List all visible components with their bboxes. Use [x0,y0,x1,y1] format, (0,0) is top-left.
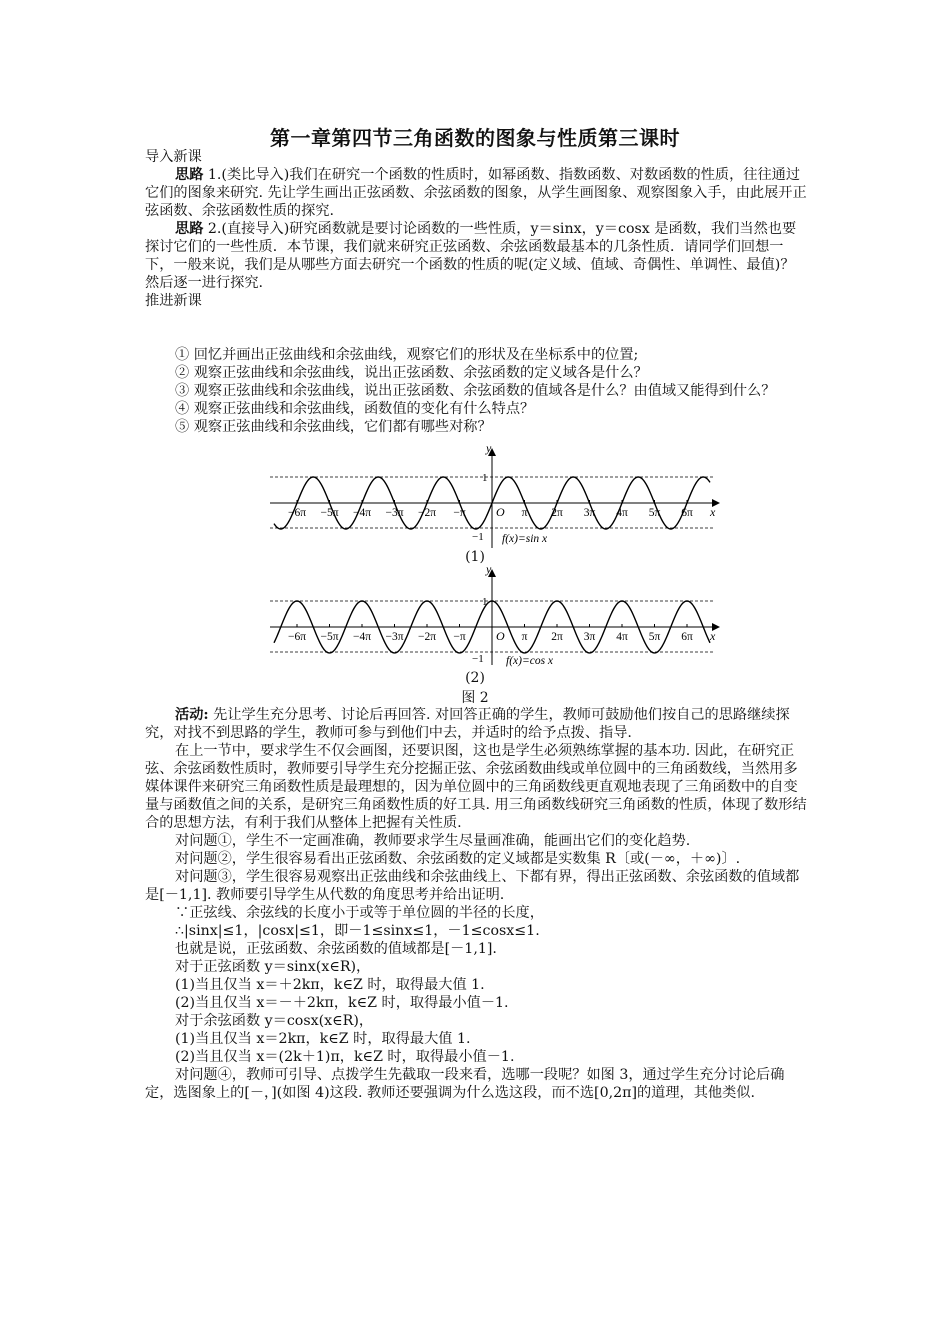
x-tick-label: −3π [385,631,404,643]
graph1-caption: (1) [465,549,485,565]
y-tick-one: 1 [482,472,488,484]
think1-label: 思路 [175,167,204,183]
question-item-4: ④ 观察正弦曲线和余弦曲线，函数值的变化有什么特点？ [175,401,535,417]
x-tick-label: −6π [287,507,307,519]
question-item-2: ② 观察正弦曲线和余弦曲线，说出正弦函数、余弦函数的定义域各是什么？ [175,365,648,381]
sine-max-line: (1)当且仅当 x＝＋2kπ，k∈Z 时，取得最大值 1. [175,977,485,993]
sine-graph [262,440,722,552]
question-item-3: ③ 观察正弦曲线和余弦曲线，说出正弦函数、余弦函数的值域各是什么？由值域又能得到什么？ [175,383,776,399]
paragraph-question4: 对问题④，教师可引导、点拨学生先截取一段来看，选哪一段呢？如图 3，通过学生充分讨论后确定，选图象上的[－，](如图 4)这段. 教师还要强调为什么选这段，而不选[0,2π]的道理，其他类似. [145,1067,785,1101]
cosine-graph [262,561,722,673]
function-label: f(x)=sin x [502,533,548,545]
think2-label: 思路 [175,221,204,237]
x-tick-label: π [521,631,528,643]
graph2-caption: (2) [465,670,485,686]
question-item-5: ⑤ 观察正弦曲线和余弦曲线，它们都有哪些对称？ [175,419,492,435]
cosine-heading: 对于余弦函数 y＝cosx(x∈R)， [175,1013,374,1029]
x-axis-label: x [710,629,716,643]
y-axis-label: y [486,562,492,576]
section-heading-advance: 推进新课 [145,293,202,309]
paragraph-activity [145,706,807,742]
x-tick-label: 4π [616,631,628,643]
y-axis-label: y [486,441,492,455]
section-heading-intro: 导入新课 [145,149,202,165]
y-tick-one: 1 [482,596,488,608]
page-title: 第一章第四节三角函数的图象与性质第三课时 [270,126,680,150]
x-tick-label: π [521,507,528,519]
x-tick-label: 6π [681,631,693,643]
proof-line-1: ∵正弦线、余弦线的长度小于或等于单位圆的半径的长度， [175,905,544,921]
x-tick-label: 6π [681,507,693,519]
origin-label: O [496,629,505,643]
x-tick-label: −π [453,507,466,519]
x-tick-label: 3π [583,507,596,519]
x-tick-label: −4π [352,631,372,643]
x-tick-label: −3π [385,507,404,519]
think2-text: 2.(直接导入)研究函数就是要讨论函数的一些性质，y＝sinx，y＝cosx 是函数，我们当然也要探讨它们的一些性质．本节课，我们就来研究正弦函数、余弦函数最基本的几条性质．请同学们回想一下，一般来说，我们是从哪些方面去研究一个函数的性质的呢(定义域、值域、奇偶性、单调性、最值)？然后逐一进行探究. [145,221,797,291]
paragraph-question3: 对问题③，学生很容易观察出正弦曲线和余弦曲线上、下都有界，得出正弦函数、余弦函数的值域都是[－1,1]. 教师要引导学生从代数的角度思考并给出证明. [145,869,800,903]
x-tick-label: −5π [320,631,339,643]
sine-min-line: (2)当且仅当 x＝－＋2kπ，k∈Z 时，取得最小值－1. [175,995,509,1011]
y-tick-neg-one: −1 [472,653,484,665]
activity-text: 先让学生充分思考、讨论后再回答. 对回答正确的学生，教师可鼓励他们按自己的思路继续探究，对找不到思路的学生，教师可参与到他们中去，并适时的给予点拨、指导. [145,707,790,741]
figure-caption: 图 2 [461,690,489,706]
x-tick-label: 4π [616,507,628,519]
x-tick-label: −4π [352,507,372,519]
proof-line-2: ∴|sinx|≤1，|cosx|≤1，即－1≤sinx≤1，－1≤cosx≤1. [175,923,540,939]
y-tick-neg-one: −1 [472,531,484,543]
x-tick-label: −π [453,631,466,643]
x-tick-label: 2π [551,507,563,519]
paragraph-question1: 对问题①，学生不一定画准确，教师要求学生尽量画准确，能画出它们的变化趋势. [175,833,691,849]
x-tick-label: 5π [648,507,661,519]
sine-heading: 对于正弦函数 y＝sinx(x∈R)， [175,959,371,975]
x-tick-label: 5π [648,631,661,643]
function-label: f(x)=cos x [506,655,554,667]
proof-line-3: 也就是说，正弦函数、余弦函数的值域都是[－1,1]. [175,941,497,957]
paragraph-question2: 对问题②，学生很容易看出正弦函数、余弦函数的定义域都是实数集 R〔或(－∞，＋∞)〕. [175,851,741,867]
paragraph-think2 [145,220,807,292]
x-tick-label: −2π [417,507,437,519]
think1-text: 1.(类比导入)我们在研究一个函数的性质时，如幂函数、指数函数、对数函数的性质，往往通过它们的图象来研究. 先让学生画出正弦函数、余弦函数的图象，从学生画图象、观察图象入手，由此展开正弦函数、余弦函数性质的探究. [145,167,807,219]
question-item-1: ① 回忆并画出正弦曲线和余弦曲线，观察它们的形状及在坐标系中的位置; [175,347,639,363]
x-tick-label: −6π [287,631,307,643]
origin-label: O [496,505,505,519]
body-text [145,706,807,1102]
x-tick-label: 2π [551,631,563,643]
cosine-min-line: (2)当且仅当 x＝(2k＋1)π，k∈Z 时，取得最小值－1. [175,1049,515,1065]
paragraph-think1 [145,166,807,220]
cosine-max-line: (1)当且仅当 x＝2kπ，k∈Z 时，取得最大值 1. [175,1031,471,1047]
activity-label: 活动: [175,707,209,723]
x-axis-label: x [710,505,716,519]
paragraph-previous-section: 在上一节中，要求学生不仅会画图，还要识图，这也是学生必须熟练掌握的基本功. 因此，在研究正弦、余弦函数性质时，教师要引导学生充分挖掘正弦、余弦函数曲线或单位圆中的三角函数线，当然用多媒体课件来研究三角函数性质是最理想的，因为单位圆中的三角函数线更直观地表现了三角函数中的自变量与函数值之间的关系，是研究三角函数性质的好工具. 用三角函数线研究三角函数的性质，体现了数形结合的思想方法，有利于我们从整体上把握有关性质. [145,743,807,831]
x-tick-label: −2π [417,631,437,643]
x-tick-label: −5π [320,507,339,519]
question-list [145,346,807,436]
x-tick-label: 3π [583,631,596,643]
